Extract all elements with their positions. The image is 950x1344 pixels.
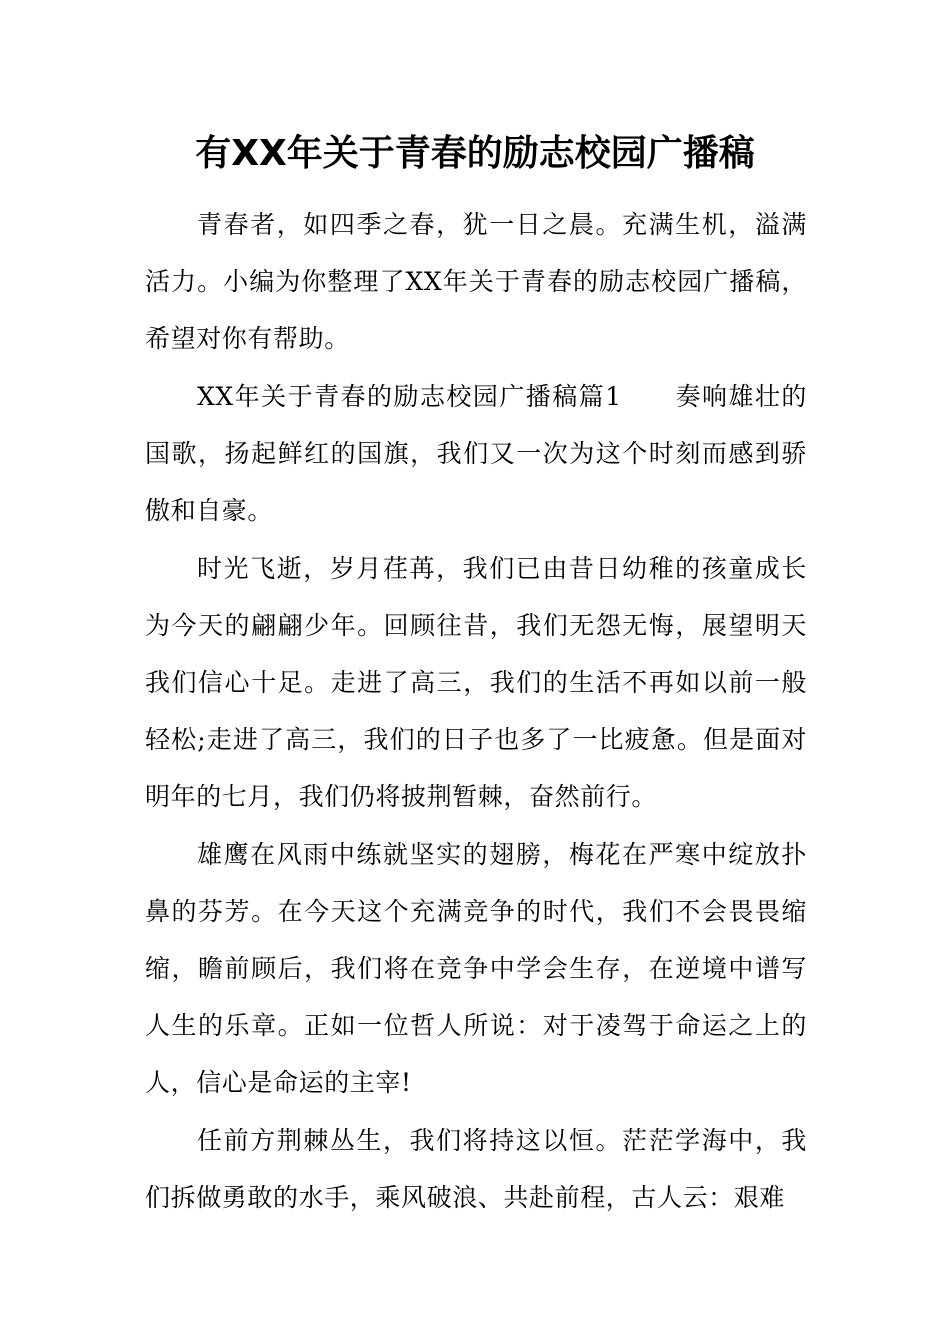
document-title: 有XX年关于青春的励志校园广播稿 bbox=[195, 133, 755, 174]
document-body bbox=[145, 196, 807, 1227]
paragraph-intro: 青春者，如四季之春，犹一日之晨。充满生机，溢满活力。小编为你整理了XX年关于青春的励志校园广播稿，希望对你有帮助。 bbox=[145, 210, 807, 353]
paragraph-time: 时光飞逝，岁月荏苒，我们已由昔日幼稚的孩童成长为今天的翩翩少年。回顾往昔，我们无怨无悔，展望明天我们信心十足。走进了高三，我们的生活不再如以前一般轻松;走进了高三，我们的日子也多了一比疲惫。但是面对明年的七月，我们仍将披荆暂棘，奋然前行。 bbox=[145, 554, 807, 811]
paragraph-thorns: 任前方荆棘丛生，我们将持这以恒。茫茫学海中，我们拆做勇敢的水手，乘风破浪、共赴前程，古人云：艰难 bbox=[145, 1126, 807, 1212]
paragraph-section-1: XX年关于青春的励志校园广播稿篇1 奏响雄壮的国歌，扬起鲜红的国旗，我们又一次为这个时刻而感到骄傲和自豪。 bbox=[145, 382, 807, 525]
paragraph-eagle: 雄鹰在风雨中练就坚实的翅膀，梅花在严寒中绽放扑鼻的芬芳。在今天这个充满竞争的时代，我们不会畏畏缩缩，瞻前顾后，我们将在竞争中学会生存，在逆境中谱写人生的乐章。正如一位哲人所说：对于凌驾于命运之上的人，信心是命运的主宰! bbox=[145, 840, 807, 1097]
